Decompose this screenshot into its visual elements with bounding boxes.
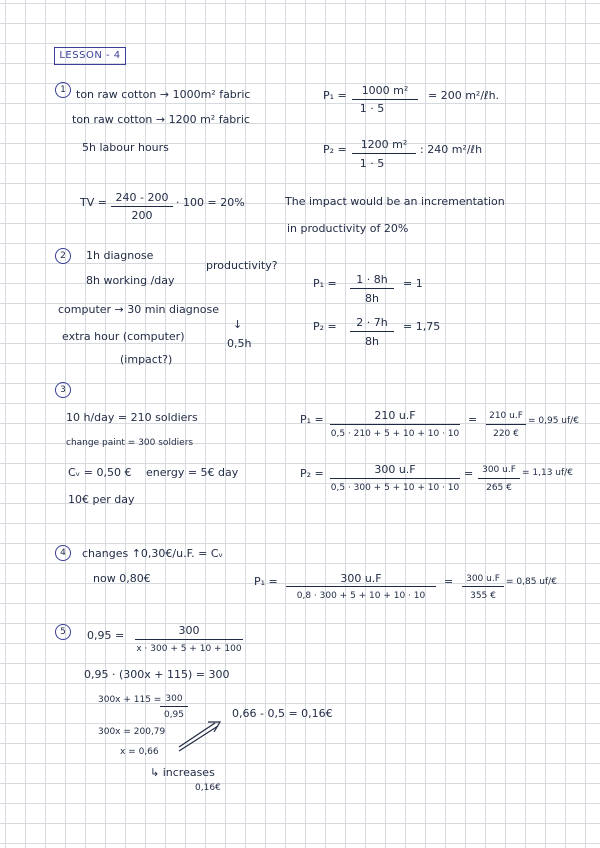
ex1-p2-denominator: 1 · 5 (359, 157, 385, 170)
ex5-step3: 300x = 200,79 (98, 727, 166, 737)
page-title: LESSON - 4 (54, 47, 126, 65)
ex1-p2-result: : 240 m²/ℓh (420, 143, 483, 156)
ex5-step2-left: 300x + 115 = (98, 695, 162, 705)
ex3-p1-denominator2: 220 € (493, 429, 519, 439)
ex1-tv-label: TV = (80, 196, 107, 209)
double-arrow-icon (176, 720, 222, 754)
ex5-eq-denominator: x · 300 + 5 + 10 + 100 (136, 644, 242, 654)
ex2-impact: (impact?) (120, 353, 173, 366)
ex5-increase-value: 0,16€ (195, 783, 221, 793)
ex1-line2: ton raw cotton → 1200 m² fabric (72, 113, 250, 126)
ex2-p2-denominator: 8h (365, 335, 379, 348)
ex4-p1-fraction-bar2 (462, 586, 504, 587)
ex3-p1-numerator: 210 u.F (374, 409, 416, 422)
ex3-line1: 10 h/day = 210 soldiers (66, 411, 198, 424)
ex3-p2-numerator: 300 u.F (374, 463, 416, 476)
ex1-line1: ton raw cotton → 1000m² fabric (76, 88, 251, 101)
ex5-eq-numerator: 300 (178, 624, 200, 637)
ex3-p1-label: P₁ = (300, 413, 324, 426)
ex1-tv-numerator: 240 - 200 (115, 191, 169, 204)
ex3-line4: 10€ per day (68, 493, 135, 506)
exercise-number-3: 3 (55, 382, 71, 398)
ex2-p2-fraction-bar (350, 331, 394, 332)
ex2-line3: computer → 30 min diagnose (58, 303, 219, 316)
ex5-eq-label: 0,95 = (87, 629, 125, 642)
ex5-step1: 0,95 · (300x + 115) = 300 (84, 668, 230, 681)
ex2-p1-label: P₁ = (313, 277, 337, 290)
ex4-p1-denominator2: 355 € (470, 591, 496, 601)
ex1-p1-result: = 200 m²/ℓh. (428, 89, 500, 102)
ex5-step4: x = 0,66 (120, 747, 159, 757)
ex3-p2-label: P₂ = (300, 467, 324, 480)
ex3-p1-denominator: 0,5 · 210 + 5 + 10 + 10 · 10 (330, 429, 460, 439)
ex5-increases: ↳ increases (150, 766, 215, 779)
ex2-line1: 1h diagnose (86, 249, 154, 262)
ex3-p2-fraction-bar2 (478, 478, 520, 479)
ex4-line1: changes ↑0,30€/u.F. = Cᵥ (82, 547, 224, 560)
ex2-half-hour: 0,5h (227, 337, 252, 350)
ex1-impact-line2: in productivity of 20% (287, 222, 409, 235)
ex2-p1-result: = 1 (403, 277, 423, 290)
ex2-p2-label: P₂ = (313, 320, 337, 333)
ex3-energy: energy = 5€ day (146, 466, 239, 479)
ex2-arrow: ↓ (233, 318, 243, 331)
ex4-p1-equals: = (444, 575, 454, 588)
exercise-number-1: 1 (55, 82, 71, 98)
ex5-step2-fraction-bar (160, 706, 188, 707)
exercise-number-4: 4 (55, 545, 71, 561)
ex4-p1-numerator2: 300 u.F (466, 574, 500, 584)
ex1-tv-result: · 100 = 20% (176, 196, 245, 209)
ex3-p2-denominator: 0,5 · 300 + 5 + 10 + 10 · 10 (330, 483, 460, 493)
ex3-p2-denominator2: 265 € (486, 483, 512, 493)
ex2-p1-denominator: 8h (365, 292, 379, 305)
ex4-p1-result: = 0,85 uf/€ (506, 577, 557, 587)
ex1-tv-denominator: 200 (131, 209, 153, 222)
ex5-eq-fraction-bar (135, 639, 243, 640)
ex4-p1-numerator: 300 u.F (340, 572, 382, 585)
ex1-p2-numerator: 1200 m² (360, 138, 408, 151)
ex1-p1-numerator: 1000 m² (361, 84, 409, 97)
ex1-p1-denominator: 1 · 5 (359, 102, 385, 115)
ex2-p2-numerator: 2 · 7h (356, 316, 388, 329)
ex3-p2-equals: = (464, 467, 474, 480)
ex3-line2: change paint = 300 soldiers (66, 438, 194, 448)
ex2-productivity: productivity? (206, 259, 278, 272)
ex3-p1-result: = 0,95 uf/€ (528, 416, 579, 426)
ex3-p1-fraction-bar (330, 424, 460, 425)
ex3-p1-fraction-bar2 (486, 424, 526, 425)
ex1-tv-fraction-bar (111, 206, 173, 207)
exercise-number-2: 2 (55, 248, 71, 264)
ex2-p2-result: = 1,75 (403, 320, 441, 333)
ex4-p1-denominator: 0,8 · 300 + 5 + 10 + 10 · 10 (296, 591, 426, 601)
ex5-step2-numerator: 300 (165, 694, 183, 704)
ex2-line4: extra hour (computer) (62, 330, 185, 343)
ex4-p1-fraction-bar (286, 586, 436, 587)
ex1-line3: 5h labour hours (82, 141, 169, 154)
ex1-p2-fraction-bar (352, 153, 416, 154)
ex2-p1-fraction-bar (350, 288, 394, 289)
ex4-p1-label: P₁ = (254, 575, 278, 588)
ex3-p1-equals: = (468, 413, 478, 426)
ex1-p1-label: P₁ = (323, 89, 347, 102)
ex3-p2-fraction-bar (330, 478, 460, 479)
ex3-line3: Cᵥ = 0,50 € (68, 466, 132, 479)
ex3-p2-result: = 1,13 uf/€ (522, 468, 573, 478)
ex1-impact-line1: The impact would be an incrementation (285, 195, 505, 208)
ex1-p1-fraction-bar (352, 99, 418, 100)
ex5-result: 0,66 - 0,5 = 0,16€ (232, 707, 333, 720)
ex4-line2: now 0,80€ (93, 572, 151, 585)
ex2-line2: 8h working /day (86, 274, 175, 287)
ex2-p1-numerator: 1 · 8h (356, 273, 388, 286)
ex5-step2-denominator: 0,95 (163, 710, 185, 720)
ex3-p2-numerator2: 300 u.F (482, 465, 516, 475)
ex1-p2-label: P₂ = (323, 143, 347, 156)
exercise-number-5: 5 (55, 624, 71, 640)
ex3-p1-numerator2: 210 u.F (489, 411, 523, 421)
